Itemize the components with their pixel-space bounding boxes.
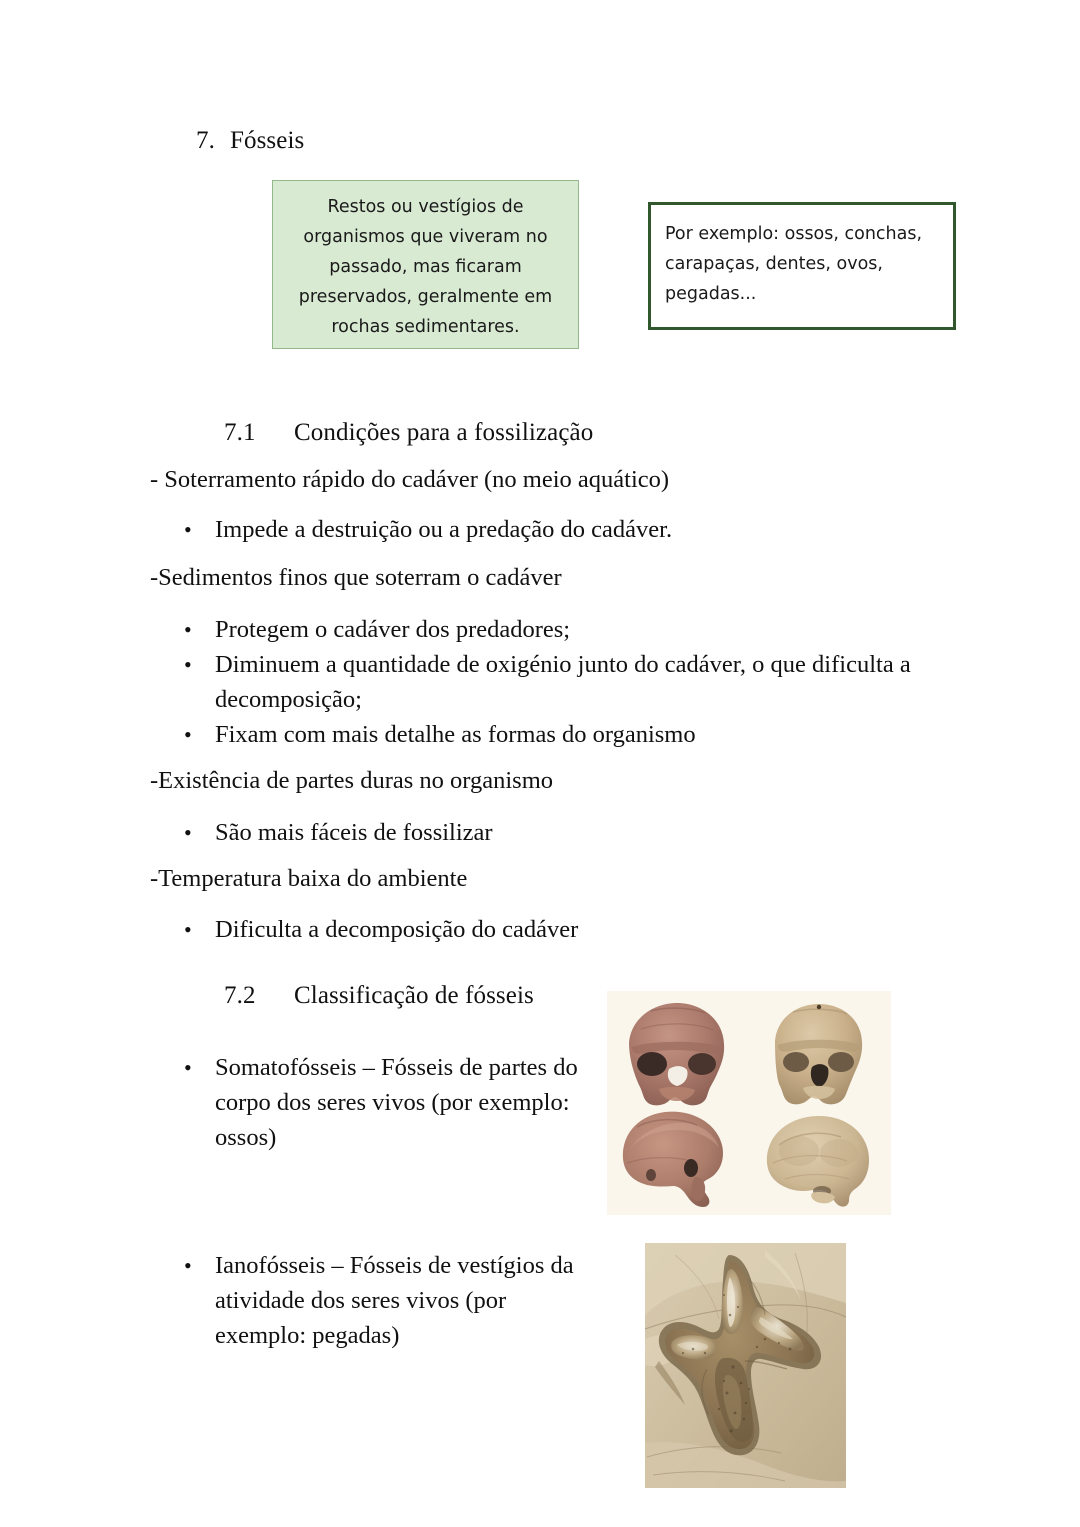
section-number-7-1: 7.1	[224, 419, 256, 446]
list-item-bullet-dificulta	[184, 912, 914, 947]
list-item-bullet-diminuem	[184, 647, 914, 717]
heading-text: Fósseis	[230, 127, 305, 154]
list-item-text: Fixam com mais detalhe as formas do organismo	[215, 721, 696, 748]
list-item-dash-temperatura: -Temperatura baixa do ambiente	[150, 865, 468, 892]
list-item-dash-soterramento: - Soterramento rápido do cadáver (no meio aquático)	[150, 466, 670, 493]
list-item-bullet-fixam	[184, 717, 914, 752]
section-title-7-2: Classificação de fósseis	[294, 982, 534, 1009]
section-title-7-1: Condições para a fossilização	[294, 419, 594, 446]
list-item-text: Impede a destruição ou a predação do cadáver.	[215, 516, 673, 543]
heading-number: 7.	[196, 127, 215, 154]
list-item-text: Ianofósseis – Fósseis de vestígios da atividade dos seres vivos (por exemplo: pegadas)	[215, 1252, 574, 1349]
section-number-7-2: 7.2	[224, 982, 256, 1009]
list-item-bullet-protegem	[184, 612, 914, 647]
bullet-icon: •	[184, 652, 192, 677]
bullet-icon: •	[184, 820, 192, 845]
list-item-text: Somatofósseis – Fósseis de partes do corpo dos seres vivos (por exemplo: ossos)	[215, 1054, 578, 1151]
definition-callout-box: Restos ou vestígios de organismos que viveram no passado, mas ficaram preservados, geralmente em rochas sedimentares.	[272, 180, 579, 349]
list-item-bullet-saomais	[184, 815, 914, 850]
footprint-illustration	[645, 1243, 846, 1488]
bullet-icon: •	[184, 517, 192, 542]
list-item-text: Diminuem a quantidade de oxigénio junto do cadáver, o que dificulta a decomposição;	[215, 651, 911, 713]
list-item-text: São mais fáceis de fossilizar	[215, 819, 493, 846]
examples-callout-box: Por exemplo: ossos, conchas, carapaças, dentes, ovos, pegadas...	[648, 202, 956, 330]
list-item-bullet-impede	[184, 512, 914, 547]
section-heading-7-1	[224, 417, 593, 449]
fossil-skulls-photo	[607, 991, 891, 1215]
bullet-icon: •	[184, 1253, 192, 1278]
list-item-dash-sedimentos: -Sedimentos finos que soterram o cadáver	[150, 564, 562, 591]
skulls-illustration	[607, 991, 891, 1215]
list-item-bullet-somatofosseis	[184, 1050, 584, 1155]
bullet-icon: •	[184, 1055, 192, 1080]
dinosaur-footprint-photo	[645, 1243, 846, 1488]
list-item-bullet-ianofosseis	[184, 1248, 584, 1353]
list-item-text: Dificulta a decomposição do cadáver	[215, 916, 579, 943]
page-title	[196, 125, 304, 157]
bullet-icon: •	[184, 617, 192, 642]
list-item-dash-existencia: -Existência de partes duras no organismo	[150, 767, 554, 794]
bullet-icon: •	[184, 722, 192, 747]
section-heading-7-2	[224, 980, 534, 1012]
bullet-icon: •	[184, 917, 192, 942]
list-item-text: Protegem o cadáver dos predadores;	[215, 616, 571, 643]
